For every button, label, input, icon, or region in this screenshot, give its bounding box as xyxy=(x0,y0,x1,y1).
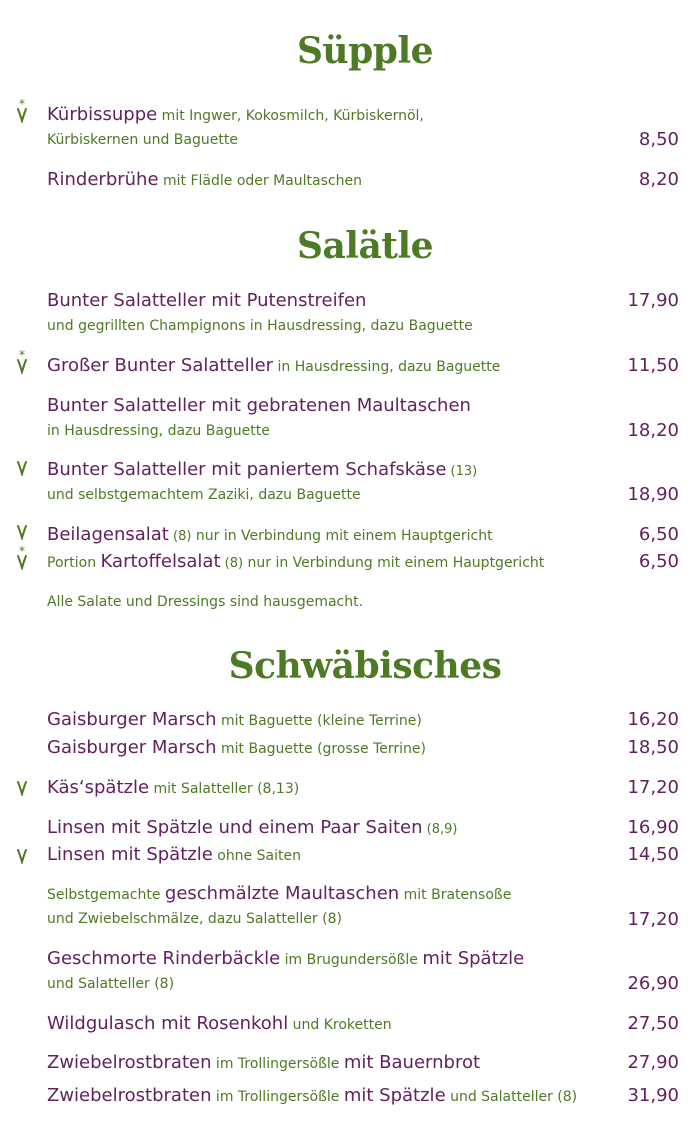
svg-text:*: * xyxy=(19,97,25,111)
dish-description: in Hausdressing, dazu Baguette xyxy=(273,359,501,375)
dish-description: nur in Verbindung mit einem Hauptgericht xyxy=(243,555,545,571)
menu-item-beilagensalat xyxy=(47,524,493,545)
menu-item-kuerbissuppe xyxy=(47,104,424,125)
menu-item-kaesspaetzle xyxy=(47,777,299,798)
dish-description: im Trollingersößle xyxy=(211,1056,344,1072)
dish-name: Bunter Salatteller mit paniertem Schafskäse xyxy=(47,459,447,480)
menu-item-salatteller-schafskaese xyxy=(47,459,477,480)
vegetarian-leaf-icon xyxy=(15,778,29,800)
menu-item-salatteller-puten xyxy=(47,290,366,311)
menu-item-zwiebelrostbraten-brot xyxy=(47,1052,480,1073)
dish-description: und Kroketten xyxy=(288,1017,392,1033)
menu-item-wildgulasch xyxy=(47,1013,392,1034)
dish-description: mit Ingwer, Kokosmilch, Kürbiskernöl, xyxy=(157,108,424,124)
price: 11,50 xyxy=(627,355,679,376)
dish-name: Rinderbrühe xyxy=(47,169,159,190)
dish-description-cont: und Zwiebelschmälze, dazu Salatteller (8) xyxy=(47,911,342,927)
price: 27,50 xyxy=(627,1013,679,1034)
dish-name: Großer Bunter Salatteller xyxy=(47,355,274,376)
menu-item-linsen-saiten xyxy=(47,817,457,838)
dish-name: Gaisburger Marsch xyxy=(47,737,217,758)
menu-item-maultaschen xyxy=(47,883,511,904)
dish-name: Kürbissuppe xyxy=(47,104,158,125)
dish-name-cont: mit Bauernbrot xyxy=(343,1052,481,1073)
dish-description: mit Bratensoße xyxy=(399,887,512,903)
dish-description-cont: Kürbiskernen und Baguette xyxy=(47,132,238,148)
price: 17,90 xyxy=(627,290,679,311)
svg-text:*: * xyxy=(19,544,25,558)
allergen-code: (13) xyxy=(446,464,478,479)
dish-name: Gaisburger Marsch xyxy=(47,709,217,730)
dish-description: und selbstgemachtem Zaziki, dazu Baguette xyxy=(47,487,361,503)
section-title-suepple: Süpple xyxy=(296,30,434,72)
allergen-code: (8,9) xyxy=(422,822,458,837)
vegan-leaf-icon xyxy=(15,348,29,370)
allergen-code: (8) xyxy=(220,556,244,571)
dish-description: nur in Verbindung mit einem Hauptgericht xyxy=(191,528,493,544)
vegetarian-leaf-icon xyxy=(15,458,29,480)
dish-description: im Brugundersößle xyxy=(280,952,423,968)
dish-name: Geschmorte Rinderbäckle xyxy=(47,948,281,969)
vegetarian-leaf-icon xyxy=(15,522,29,544)
price: 18,20 xyxy=(627,420,679,441)
dish-description: ohne Saiten xyxy=(212,848,301,864)
menu-item-gaisburger-gross xyxy=(47,737,426,758)
section-title-schwaebisches: Schwäbisches xyxy=(228,645,502,687)
menu-item-kartoffelsalat xyxy=(47,551,544,572)
dish-name-cont: mit Spätzle xyxy=(343,1085,446,1106)
price: 26,90 xyxy=(627,973,679,994)
dish-prefix: Selbstgemachte xyxy=(47,887,165,903)
dish-description-cont: und Salatteller (8) xyxy=(445,1089,578,1105)
dish-name: Bunter Salatteller mit Putenstreifen xyxy=(47,290,367,311)
price: 17,20 xyxy=(627,909,679,930)
dish-description: im Trollingersößle xyxy=(211,1089,344,1105)
price: 17,20 xyxy=(627,777,679,798)
dish-description: mit Baguette (grosse Terrine) xyxy=(216,741,426,757)
menu-item-rinderbruehe xyxy=(47,169,362,190)
svg-text:*: * xyxy=(19,348,25,362)
dish-name: Wildgulasch mit Rosenkohl xyxy=(47,1013,289,1034)
menu-item-grosser-salatteller xyxy=(47,355,500,376)
price: 6,50 xyxy=(638,551,679,572)
price: 14,50 xyxy=(627,844,679,865)
price: 31,90 xyxy=(627,1085,679,1106)
menu-item-zwiebelrostbraten-spaetzle xyxy=(47,1085,577,1106)
dish-name: geschmälzte Maultaschen xyxy=(164,883,400,904)
dish-name: Käs‘spätzle xyxy=(47,777,150,798)
price: 8,20 xyxy=(638,169,679,190)
dish-name: Linsen mit Spätzle und einem Paar Saiten xyxy=(47,817,423,838)
dish-description: in Hausdressing, dazu Baguette xyxy=(47,423,270,439)
price: 18,50 xyxy=(627,737,679,758)
dish-prefix: Portion xyxy=(47,555,101,571)
price: 16,20 xyxy=(627,709,679,730)
menu-item-salatteller-maultaschen xyxy=(47,395,471,416)
price: 16,90 xyxy=(627,817,679,838)
dish-name: Linsen mit Spätzle xyxy=(47,844,213,865)
section-title-salaetle: Salätle xyxy=(296,225,434,267)
vegetarian-leaf-icon xyxy=(15,846,29,868)
vegan-leaf-icon xyxy=(15,544,29,566)
menu-item-rinderbaeckle xyxy=(47,948,524,969)
dish-description: mit Flädle oder Maultaschen xyxy=(158,173,362,189)
dish-name: Zwiebelrostbraten xyxy=(47,1085,212,1106)
dish-description: mit Baguette (kleine Terrine) xyxy=(216,713,422,729)
price: 18,90 xyxy=(627,484,679,505)
dish-name: Beilagensalat xyxy=(47,524,169,545)
dish-description-cont: und Salatteller (8) xyxy=(47,976,175,992)
menu-item-gaisburger-klein xyxy=(47,709,422,730)
price: 6,50 xyxy=(638,524,679,545)
menu-item-linsen-ohne-saiten xyxy=(47,844,301,865)
price: 8,50 xyxy=(638,129,679,150)
allergen-code: (8) xyxy=(168,529,192,544)
dish-name: Bunter Salatteller mit gebratenen Maultaschen xyxy=(47,395,471,416)
section-note: Alle Salate und Dressings sind hausgemacht. xyxy=(47,594,364,610)
dish-name-cont: mit Spätzle xyxy=(422,948,525,969)
dish-name: Zwiebelrostbraten xyxy=(47,1052,212,1073)
dish-name: Kartoffelsalat xyxy=(100,551,221,572)
vegan-leaf-icon xyxy=(15,97,29,119)
dish-description: und gegrillten Champignons in Hausdressing, dazu Baguette xyxy=(47,318,473,334)
price: 27,90 xyxy=(627,1052,679,1073)
dish-description: mit Salatteller (8,13) xyxy=(149,781,300,797)
